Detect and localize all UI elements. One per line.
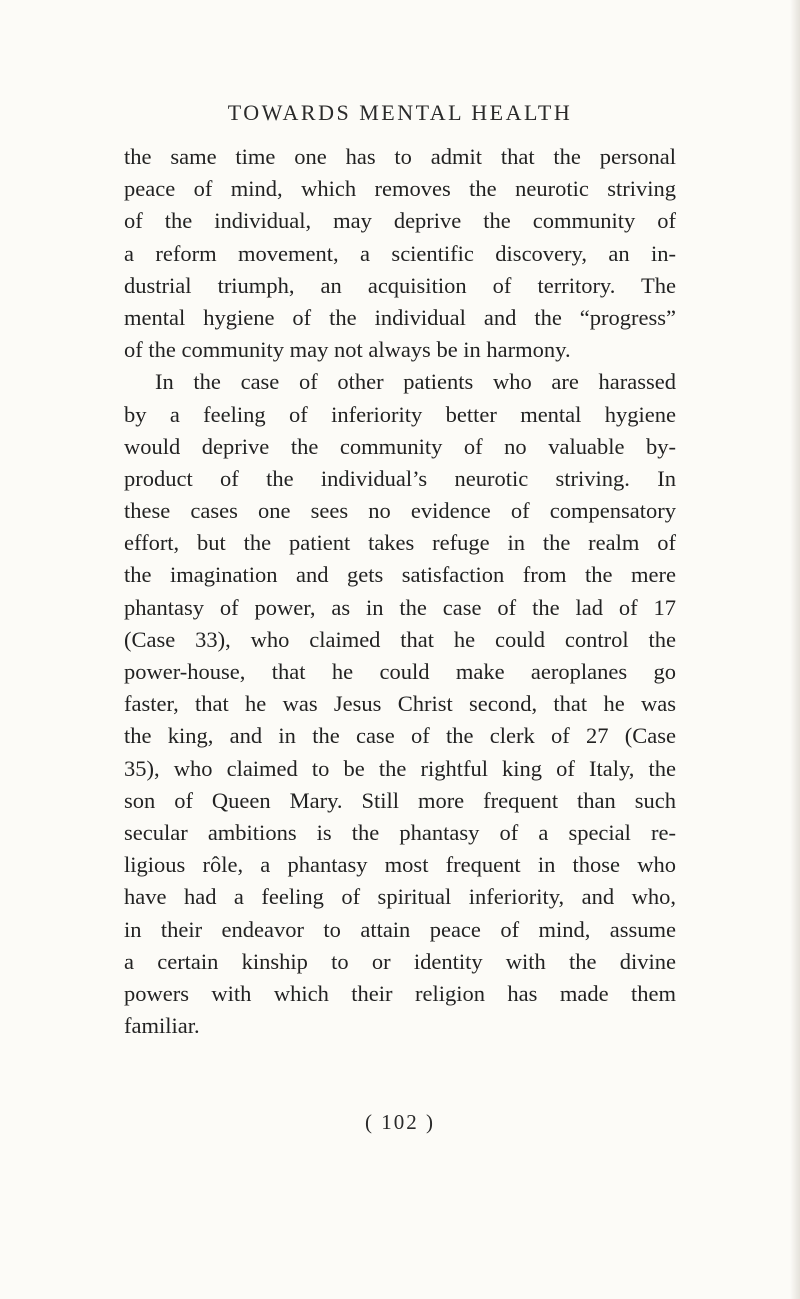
text-line: powers with which their religion has made them bbox=[124, 980, 676, 1006]
text-line: effort, but the patient takes refuge in the realm of bbox=[124, 530, 676, 556]
text-line: would deprive the community of no valuable by- bbox=[124, 433, 676, 459]
text-line: a certain kinship to or identity with the divine bbox=[124, 948, 676, 974]
text-line: of the community may not always be in harmony. bbox=[124, 337, 571, 363]
text-line: have had a feeling of spiritual inferiority, and who, bbox=[124, 884, 676, 910]
text-line: power-house, that he could make aeroplanes go bbox=[124, 659, 676, 684]
page-edge-shadow bbox=[790, 0, 800, 1299]
text-line: the same time one has to admit that the personal bbox=[124, 144, 676, 169]
text-line: phantasy of power, as in the case of the lad of 17 bbox=[124, 594, 676, 620]
text-line: product of the individual’s neurotic striving. In bbox=[124, 465, 676, 491]
text-line: 35), who claimed to be the rightful king of Italy, the bbox=[124, 755, 676, 781]
text-line: secular ambitions is the phantasy of a special re- bbox=[124, 819, 676, 845]
text-line: (Case 33), who claimed that he could control the bbox=[124, 626, 676, 652]
text-line: faster, that he was Jesus Christ second, that he was bbox=[124, 691, 676, 717]
text-line: mental hygiene of the individual and the “progress” bbox=[124, 304, 676, 330]
text-line: son of Queen Mary. Still more frequent than such bbox=[124, 787, 676, 813]
text-line: In the case of other patients who are harassed bbox=[155, 369, 676, 395]
body-text bbox=[124, 141, 676, 1042]
text-line: a reform movement, a scientific discovery, an in- bbox=[124, 240, 676, 266]
text-line: the king, and in the case of the clerk of 27 (Case bbox=[124, 723, 676, 749]
text-line: these cases one sees no evidence of compensatory bbox=[124, 498, 676, 524]
text-line: by a feeling of inferiority better mental hygiene bbox=[124, 401, 676, 427]
text-line: familiar. bbox=[124, 1013, 200, 1039]
text-line: ligious rôle, a phantasy most frequent in those who bbox=[124, 852, 676, 878]
page-number: ( 102 ) bbox=[365, 1110, 435, 1134]
text-line: peace of mind, which removes the neurotic striving bbox=[124, 176, 676, 202]
text-line: the imagination and gets satisfaction from the mere bbox=[124, 562, 676, 588]
text-line: of the individual, may deprive the community of bbox=[124, 208, 676, 234]
running-head: TOWARDS MENTAL HEALTH bbox=[227, 100, 573, 125]
text-line: in their endeavor to attain peace of mind, assume bbox=[124, 916, 676, 942]
text-line: dustrial triumph, an acquisition of territory. The bbox=[124, 272, 676, 298]
